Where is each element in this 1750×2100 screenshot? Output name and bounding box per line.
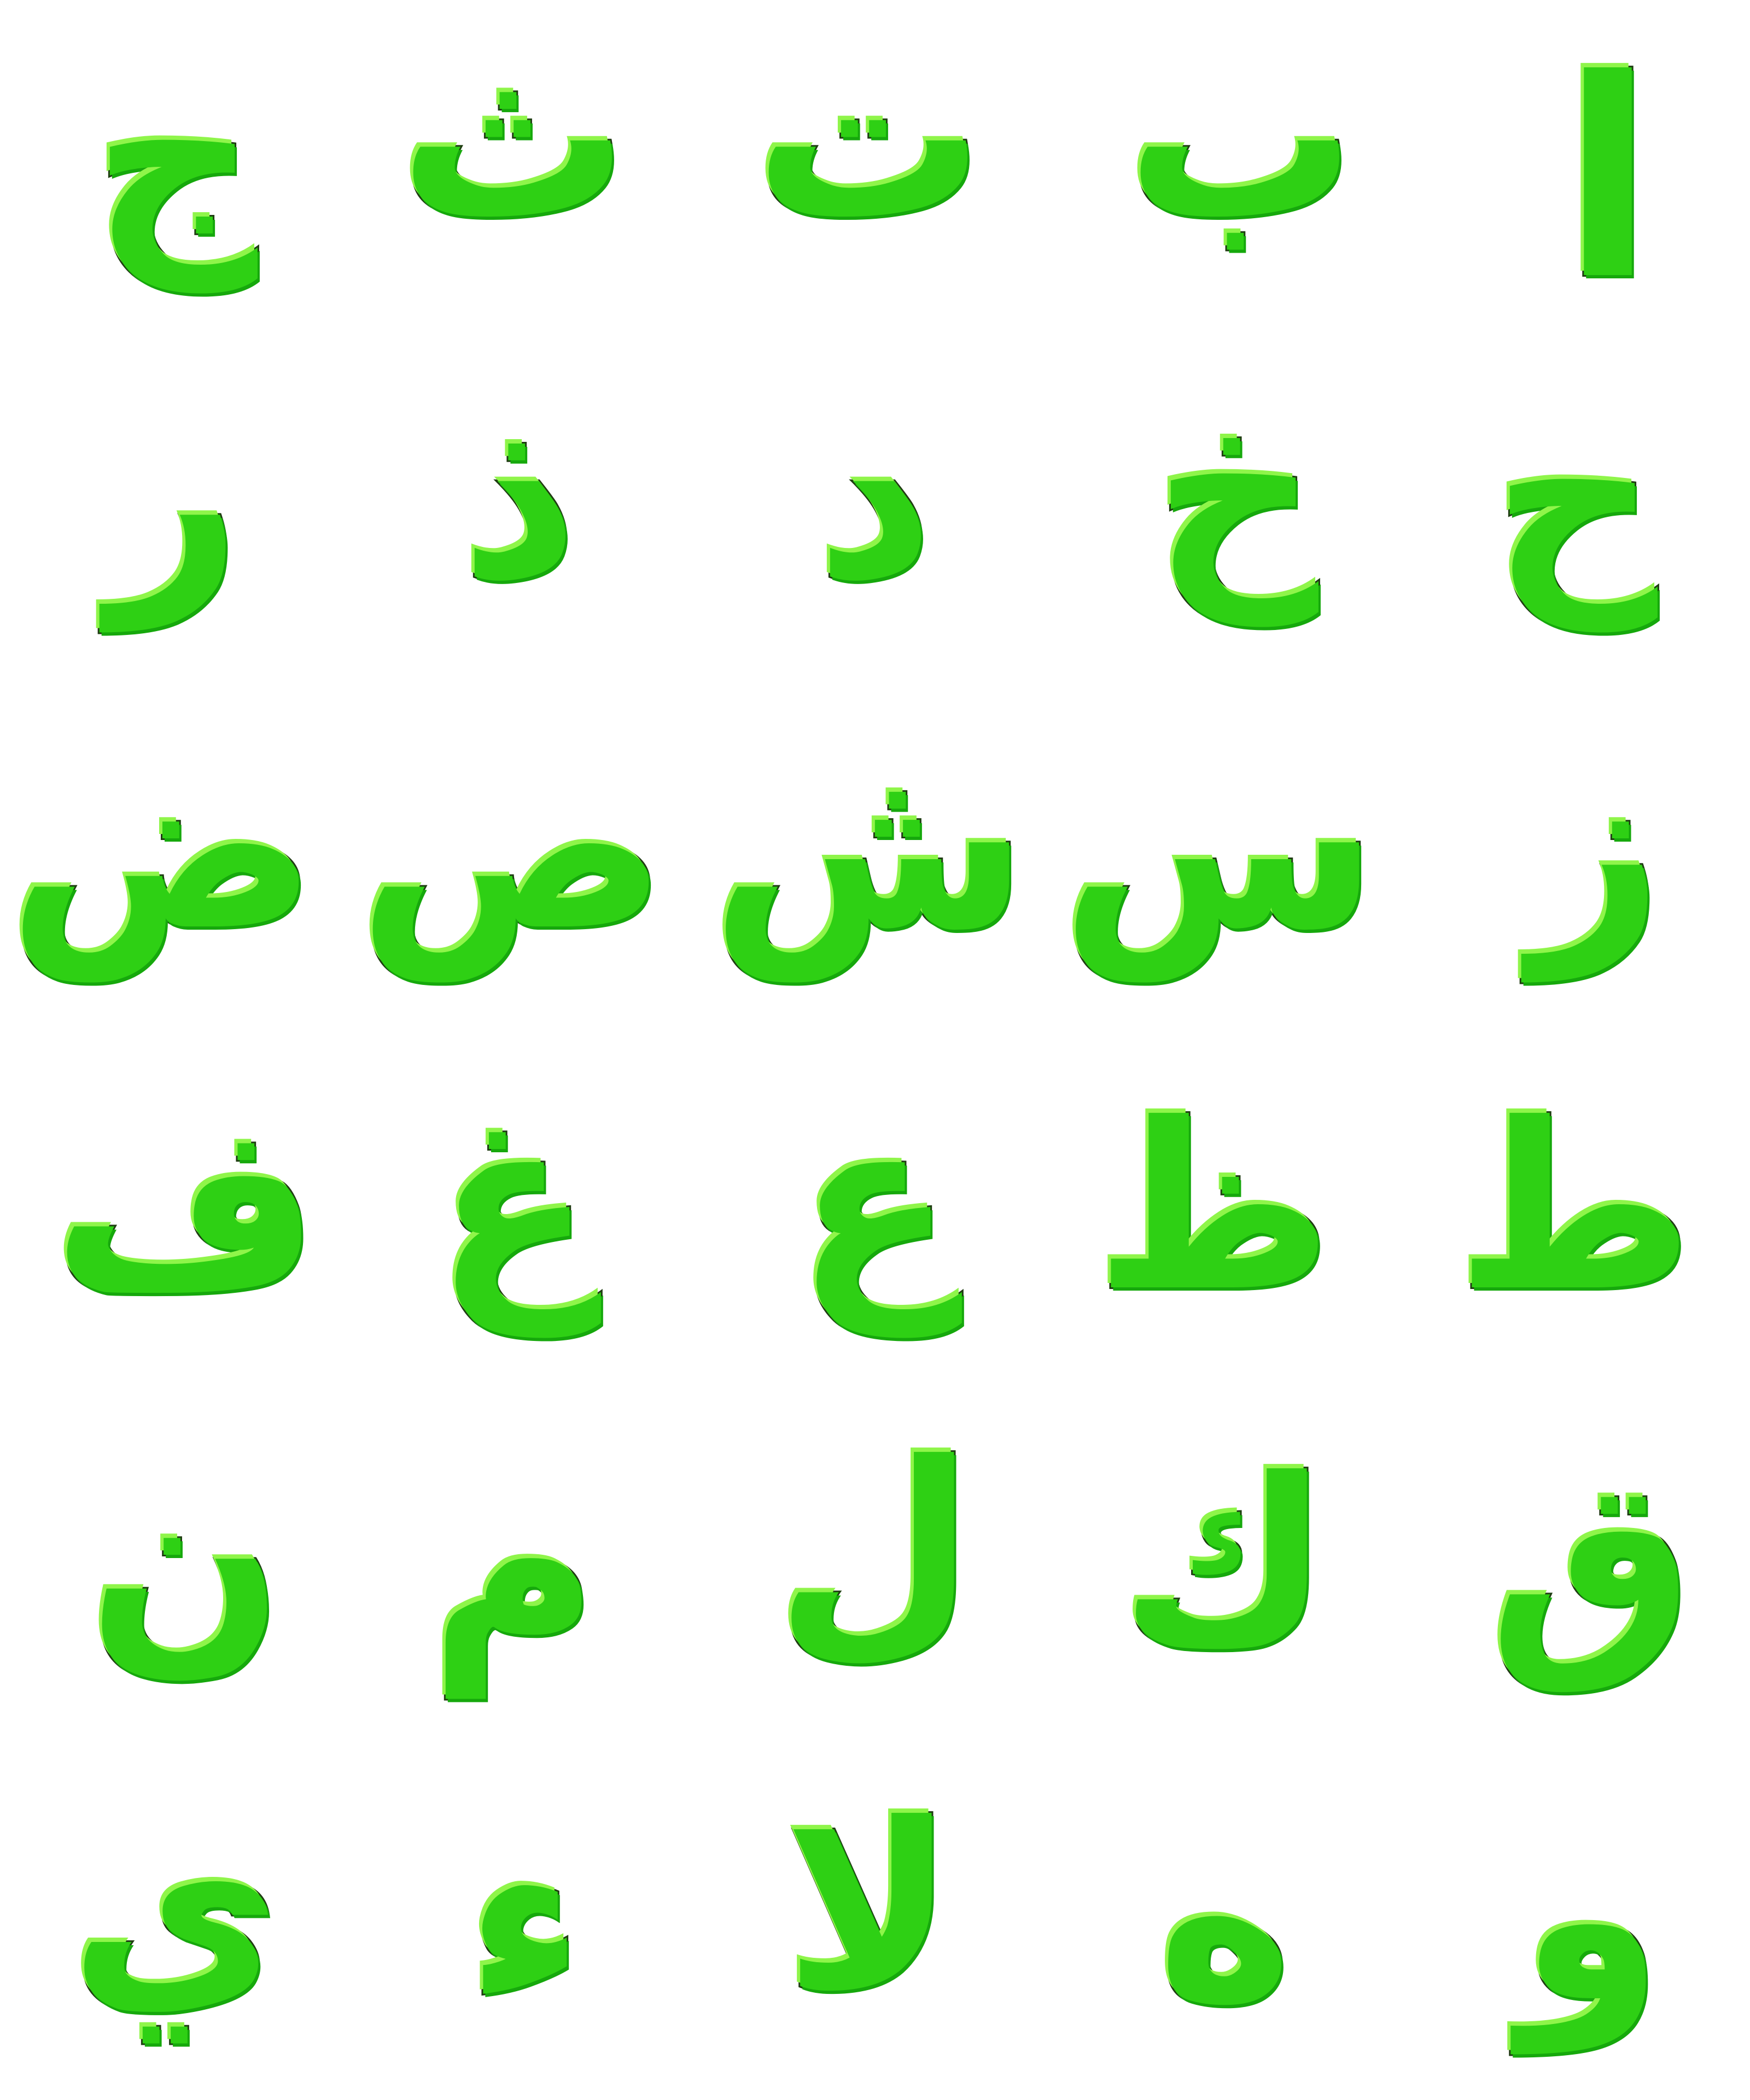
- letter-jim: ج: [92, 25, 258, 292]
- letter-kaf: ك: [1119, 1430, 1331, 1698]
- letter-dad: ض: [8, 714, 317, 981]
- letter-nun: ن: [88, 1430, 284, 1698]
- letter-kha: خ: [1153, 358, 1319, 626]
- letter-ya: ي: [69, 1775, 281, 2042]
- letter-ha-round: ه: [1157, 1786, 1293, 2053]
- letter-qaf: ق: [1489, 1430, 1694, 1698]
- letter-ba: ب: [1125, 3, 1357, 270]
- letter-zay: ز: [1531, 714, 1663, 981]
- letter-zaa: ظ: [1094, 1075, 1334, 1342]
- letter-ha: ح: [1492, 364, 1658, 631]
- letter-lam-alif: لا: [784, 1775, 955, 2042]
- letter-tha: ث: [398, 3, 630, 270]
- letter-ta: ت: [754, 3, 985, 270]
- letter-waw: و: [1520, 1786, 1663, 2053]
- letter-dhal: ذ: [460, 364, 579, 631]
- letter-taa: ط: [1455, 1075, 1695, 1342]
- letter-ghain: غ: [435, 1069, 593, 1337]
- letter-sin: س: [1061, 714, 1378, 981]
- letter-mim: م: [430, 1430, 598, 1698]
- letter-lam: ل: [775, 1414, 975, 1681]
- letter-dal: د: [816, 364, 934, 631]
- letter-ain: ع: [796, 1069, 954, 1337]
- letter-hamza: ء: [466, 1786, 584, 2053]
- letter-ra: ر: [109, 364, 241, 631]
- letter-fa: ف: [52, 1075, 319, 1342]
- letter-alif: ا: [1561, 21, 1655, 340]
- letter-sad: ص: [358, 714, 667, 981]
- letter-shin: ش: [711, 714, 1028, 981]
